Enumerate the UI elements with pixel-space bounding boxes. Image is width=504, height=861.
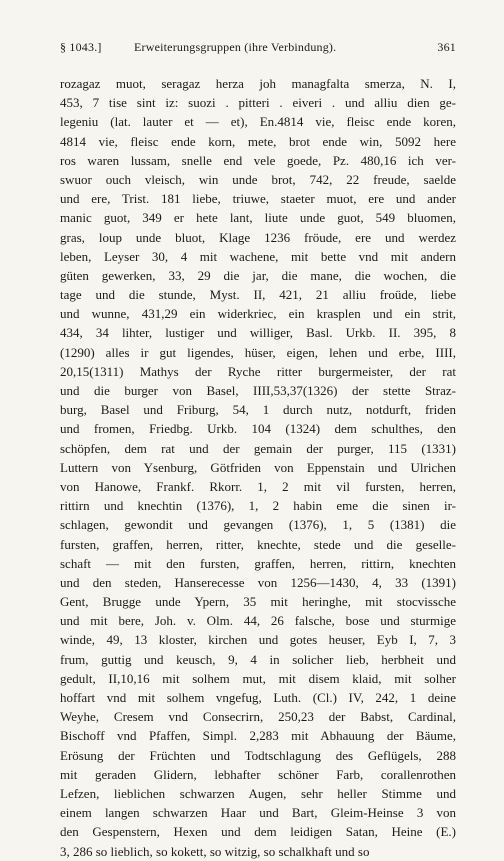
text-line: güten gewerken, 33, 29 die jar, die mane, die wochen, die — [60, 267, 456, 283]
text-line: hoffart vnd mit solhem vngefug, Luth. (Cl.) IV, 242, 1 deine — [60, 690, 456, 705]
text-line: rozagaz muot, seragaz herza joh managfalta smerza, N. I, — [60, 76, 456, 91]
text-line: gras, loup unde bluot, Klage 1236 fröude, ere und werdez — [60, 229, 456, 245]
text-line: Luttern von Ysenburg, Götfriden von Eppenstain und Ulrichen — [60, 459, 456, 475]
text-line: legeniu (lat. lauter et — et), En.4814 vie, fleisc ende koren, — [60, 114, 456, 130]
text-line: Bischoff vnd Pfaffen, Simpl. 2,283 mit Abhauung der Bäume, — [60, 728, 456, 744]
text-line: 434, 34 lihter, lustiger und williger, Basl. Urkb. II. 395, 8 — [60, 325, 456, 341]
section-number: § 1043.] — [60, 40, 102, 54]
text-line: Lefzen, lieblichen schwarzen Augen, sehr heller Stimme und — [60, 785, 456, 801]
book-page — [60, 40, 456, 859]
text-line: und den steden, Hanserecesse von 1256—1430, 4, 33 (1391) — [60, 574, 456, 590]
text-line: Gent, Brugge unde Ypern, 35 mit heringhe, mit stocvissche — [60, 594, 456, 610]
text-line: 4814 vie, fleisc ende korn, mete, brot ende win, 5092 here — [60, 133, 456, 149]
text-line: schaft — mit den fursten, graffen, herren, rittirn, knechten — [60, 555, 456, 571]
text-line: swuor ouch vleisch, win unde brot, 742, 22 freude, saelde — [60, 171, 456, 187]
text-line: gedult, II,10,16 mit solhem mut, mit disem klaid, mit solher — [60, 670, 456, 686]
body-text — [60, 74, 456, 861]
text-line: ros waren lussam, snelle end vele goede, Pz. 480,16 ich ver- — [60, 152, 456, 168]
text-line: und die burger von Basel, IIII,53,37(1326) der stette Straz- — [60, 383, 456, 398]
text-line: und fromen, Friedbg. Urkb. 104 (1324) dem schulthes, den — [60, 421, 456, 437]
text-line: 20,15(1311) Mathys der Ryche ritter burgermeister, der rat — [60, 363, 456, 379]
text-line: 3, 286 so lieblich, so kokett, so witzig, so schalkhaft und so — [60, 843, 370, 859]
text-line: von Hanowe, Frankf. Rkorr. 1, 2 mit vil fursten, herren, — [60, 478, 456, 494]
chapter-title: Erweiterungsgruppen (ihre Verbindung). — [134, 40, 337, 54]
text-line: Weyhe, Cresem vnd Consecrirn, 250,23 der Babst, Cardinal, — [60, 709, 456, 725]
text-line: leben, Leyser 30, 4 mit wachene, mit bette vnd mit andern — [60, 248, 456, 264]
text-line: burg, Basel und Friburg, 54, 1 durch nutz, notdurft, friden — [60, 402, 456, 418]
text-line: manic guot, 349 er hete lant, liute unde guot, 549 bluomen, — [60, 210, 456, 226]
text-line: winde, 49, 13 kloster, kirchen und gotes heuser, Eyb I, 7, 3 — [60, 632, 456, 648]
text-line: (1290) alles ir gut ligendes, hüser, eigen, lehen und erbe, IIII, — [60, 344, 456, 360]
page-number: 361 — [437, 40, 456, 54]
text-line: und wunne, 431,29 ein widerkriec, ein krasplen und ein strit, — [60, 306, 456, 322]
text-line: fursten, graffen, herren, ritter, knechte, stede und die geselle- — [60, 536, 456, 552]
text-line: mit geraden Glidern, lebhafter schöner Farb, corallenrothen — [60, 766, 456, 782]
text-line: den Gespenstern, Hexen und dem leidigen Satan, Heine (E.) — [60, 824, 456, 840]
text-line: rittirn und knechtin (1376), 1, 2 habin eme die sinen ir- — [60, 498, 456, 514]
running-head — [60, 40, 456, 62]
text-line: und mit bere, Joh. v. Olm. 44, 26 falsche, bose und sturmige — [60, 613, 456, 629]
text-line: und ere, Trist. 181 liebe, triuwe, staeter muot, ere und ander — [60, 191, 456, 207]
text-line: schlagen, gewondit und gevangen (1376), 1, 5 (1381) die — [60, 517, 456, 533]
text-line: einem langen schwarzen Haar und Bart, Gleim-Heinse 3 von — [60, 805, 456, 821]
text-line: schöpfen, dem rat und der gemain der purger, 115 (1331) — [60, 440, 456, 456]
text-line: frum, guttig und keusch, 9, 4 in solicher lieb, herbheit und — [60, 651, 456, 667]
text-line: tage und die stunde, Myst. II, 421, 21 alliu froüde, liebe — [60, 287, 456, 303]
text-line: 453, 7 tise sint iz: suozi . pitteri . eiveri . und alliu dien ge- — [60, 95, 456, 111]
text-line: Erösung der Früchten und Todtschlagung des Geflügels, 288 — [60, 747, 456, 763]
